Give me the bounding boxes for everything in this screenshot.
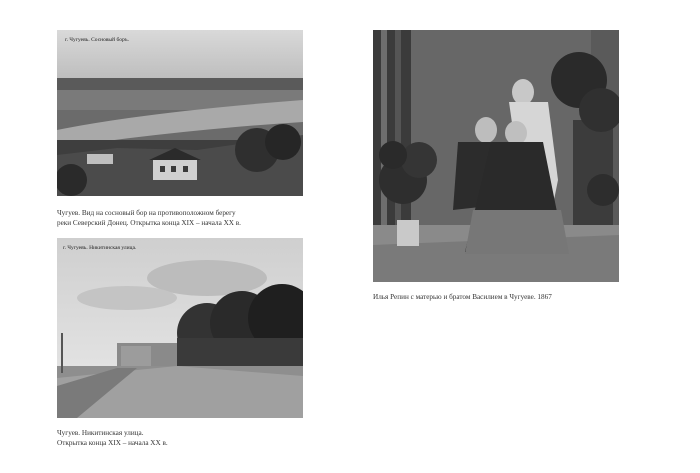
photo-stamp-street: г. Чугуевъ. Никитинская улица. [63, 245, 137, 251]
photo-pine-forest-view [57, 30, 303, 196]
photo-street-image [57, 238, 303, 418]
photo-pine-forest-image [57, 30, 303, 196]
caption-pine-forest-line1: Чугуев. Вид на сосновый бор на противоположном берегу [57, 209, 236, 217]
photo-nikitinskaya-street [57, 238, 303, 418]
photo-repin-family [373, 30, 619, 282]
caption-pine-forest [57, 208, 317, 228]
caption-street-line2: Открытка конца XIX – начала XX в. [57, 439, 168, 447]
photo-repin-family-image [373, 30, 619, 282]
caption-street [57, 428, 317, 448]
caption-repin-family [373, 292, 673, 302]
photo-stamp-pine-forest: г. Чугуевъ. Сосновый боръ. [65, 37, 129, 43]
caption-pine-forest-line2: реки Северский Донец. Открытка конца XIX – начала XX в. [57, 219, 241, 227]
caption-street-line1: Чугуев. Никитинская улица. [57, 429, 144, 437]
caption-repin-family-text: Илья Репин с матерью и братом Василием в Чугуеве. 1867 [373, 293, 552, 301]
